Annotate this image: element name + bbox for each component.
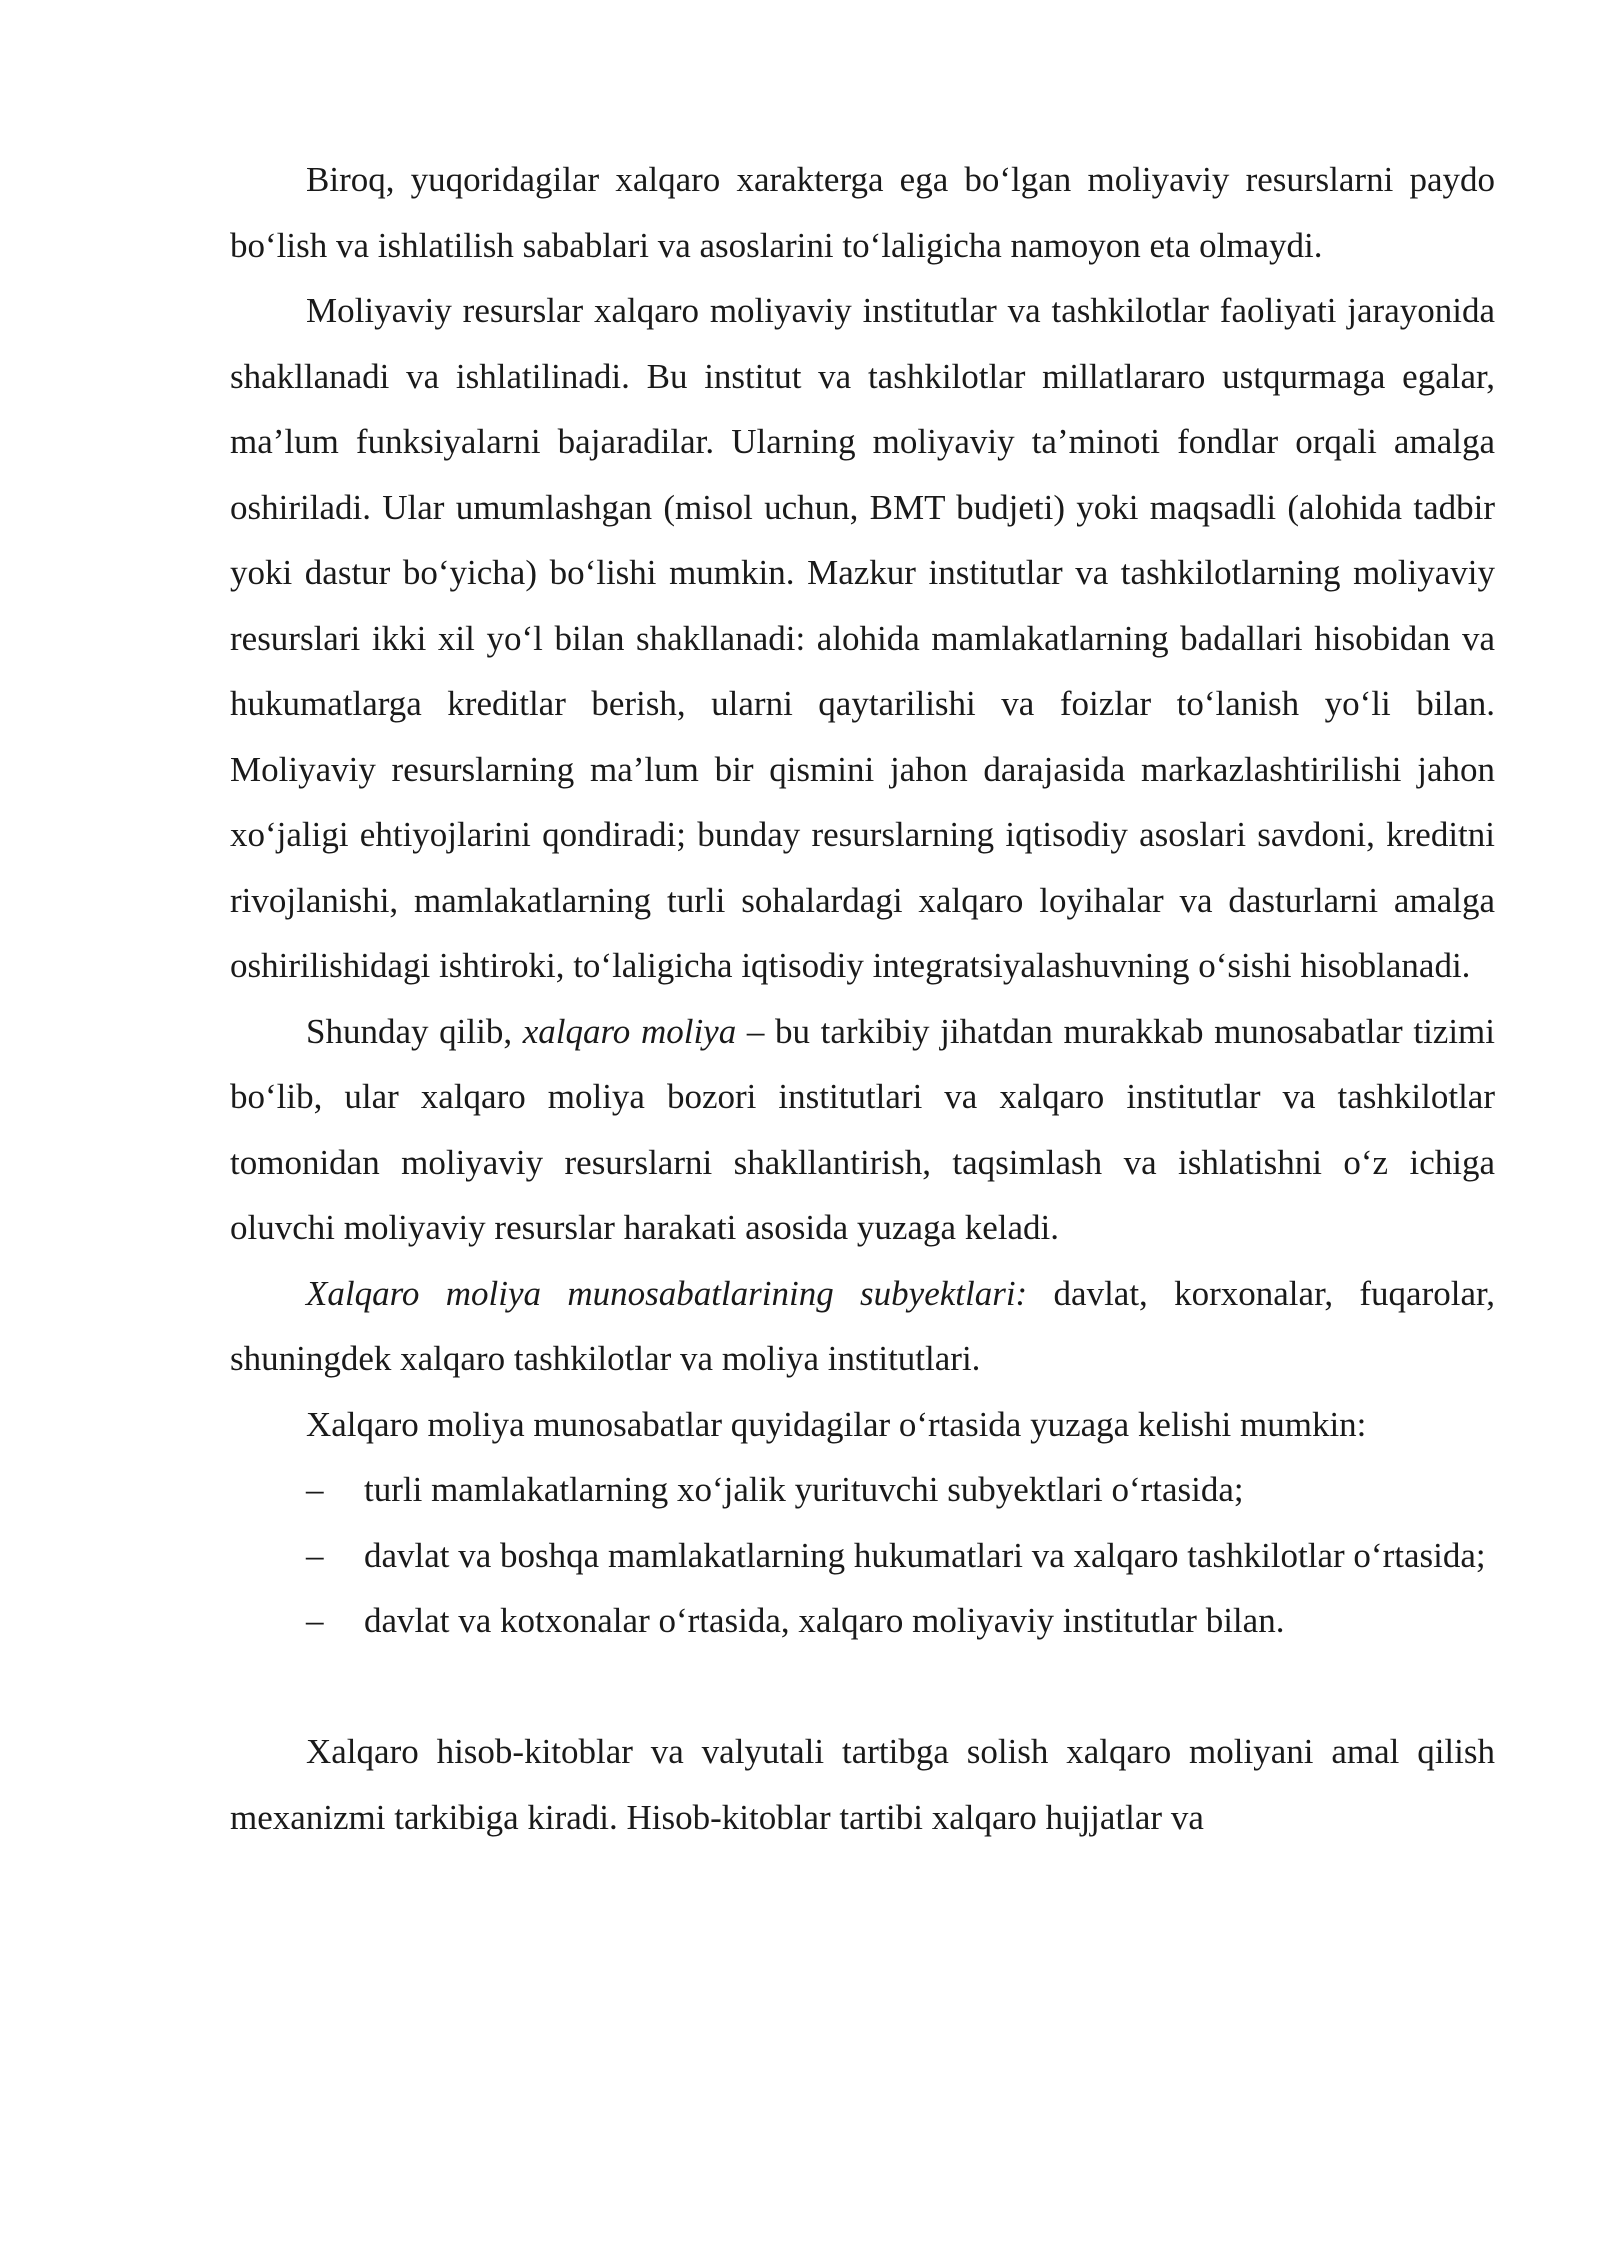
- dash-marker: –: [306, 1535, 324, 1575]
- list-item-text: turli mamlakatlarning xoʻjalik yurituvchi subyektlari oʻrtasida;: [364, 1470, 1244, 1509]
- paragraph-4: [230, 1261, 1495, 1392]
- paragraph-2: Moliyaviy resurslar xalqaro moliyaviy institutlar va tashkilotlar faoliyati jarayonida shakllanadi va ishlatilinadi. Bu institut va tashkilotlar millatlararo ustqurmaga egalar, ma’lum funksiyalarni bajaradilar. Ularning moliyaviy ta’minoti fondlar orqali amalga oshiriladi. Ular umumlashgan (misol uchun, BMT budjeti) yoki maqsadli (alohida tadbir yoki dastur boʻyicha) boʻlishi mumkin. Mazkur institutlar va tashkilotlarning moliyaviy resurslari ikki xil yoʻl bilan shakllanadi: alohida mamlakatlarning badallari hisobidan va hukumatlarga kreditlar berish, ularni qaytarilishi va foizlar toʻlanish yoʻli bilan. Moliyaviy resurslarning ma’lum bir qismini jahon darajasida markazlashtirilishi jahon xoʻjaligi ehtiyojlarini qondiradi; bunday resurslarning iqtisodiy asoslari savdoni, kreditni rivojlanishi, mamlakatlarning turli sohalardagi xalqaro loyihalar va dasturlarni amalga oshirilishidagi ishtiroki, toʻlaligicha iqtisodiy integratsiyalashuvning oʻsishi hisoblanadi.: [230, 291, 1495, 985]
- list-item-text: davlat va boshqa mamlakatlarning hukumatlari va xalqaro tashkilotlar oʻrtasida;: [364, 1535, 1486, 1575]
- dash-marker: –: [306, 1470, 324, 1509]
- list-item: [230, 1457, 1495, 1523]
- paragraph-3-rest: – bu tarkibiy jihatdan murakkab munosabatlar tizimi boʻlib, ular xalqaro moliya bozori institutlari va xalqaro institutlar va tashkilotlar tomonidan moliyaviy resurslarni shakllantirish, taqsimlash va ishlatishni oʻz ichiga oluvchi moliyaviy resurslar harakati asosida yuzaga keladi.: [230, 1011, 1495, 1247]
- paragraph-5: Xalqaro moliya munosabatlar quyidagilar oʻrtasida yuzaga kelishi mumkin:: [306, 1404, 1367, 1444]
- blank-line: [230, 1654, 1495, 1720]
- list-item-text: davlat va kotxonalar oʻrtasida, xalqaro moliyaviy institutlar bilan.: [364, 1601, 1285, 1640]
- paragraph-3-start: Shunday qilib,: [306, 1011, 523, 1051]
- document-page: [230, 147, 1495, 1850]
- dash-marker: –: [306, 1601, 324, 1640]
- paragraph-4-term: Xalqaro moliya munosabatlarining subyektlari:: [306, 1273, 1028, 1313]
- paragraph-3-term: xalqaro moliya: [522, 1011, 737, 1051]
- paragraph-6: Xalqaro hisob-kitoblar va valyutali tartibga solish xalqaro moliyani amal qilish mexanizmi tarkibiga kiradi. Hisob-kitoblar tartibi xalqaro hujjatlar va: [230, 1732, 1495, 1837]
- list-item: [230, 1523, 1495, 1589]
- paragraph-4-rest: davlat, korxonalar, fuqarolar, shuningdek xalqaro tashkilotlar va moliya institutlari.: [230, 1273, 1495, 1378]
- paragraph-1: Biroq, yuqoridagilar xalqaro xarakterga ega boʻlgan moliyaviy resurslarni paydo boʻlish va ishlatilish sabablari va asoslarini toʻlaligicha namoyon eta olmaydi.: [230, 160, 1495, 265]
- list-item: [230, 1588, 1495, 1654]
- paragraph-3: [230, 999, 1495, 1261]
